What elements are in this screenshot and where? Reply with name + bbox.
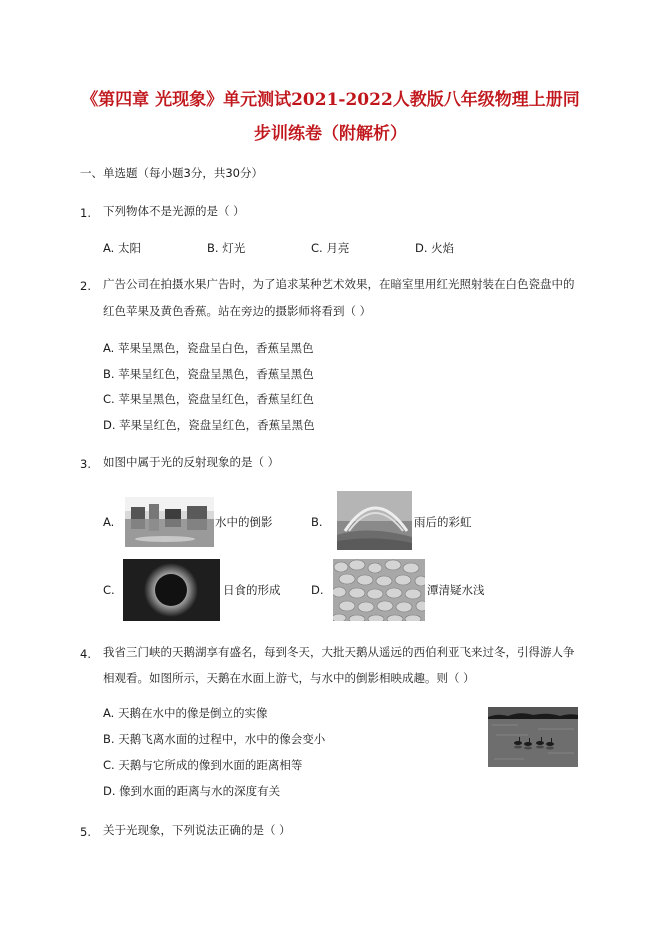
- question-1-option-c: C. 月亮: [311, 241, 350, 255]
- question-3-stem: 如图中属于光的反射现象的是（ ）: [103, 455, 280, 469]
- question-5-stem: 关于光现象，下列说法正确的是（ ）: [103, 823, 291, 837]
- eclipse-photo: [123, 559, 220, 621]
- question-4-option-b: B. 天鹅飞离水面的过程中，水中的像会变小: [103, 732, 326, 746]
- question-3-number: 3.: [80, 457, 91, 471]
- question-2-stem-line1: 广告公司在拍摄水果广告时，为了追求某种艺术效果，在暗室里用红光照射装在白色瓷盘中的: [103, 277, 575, 291]
- question-3-option-d-letter: D.: [311, 583, 324, 597]
- question-1-option-a: A. 太阳: [103, 241, 141, 255]
- question-1-option-d: D. 火焰: [415, 241, 455, 255]
- reflection-photo: [125, 497, 214, 547]
- question-4-stem-line1: 我省三门峡的天鹅湖享有盛名，每到冬天，大批天鹅从遥远的西伯利亚飞来过冬，引得游人争: [103, 645, 575, 659]
- question-4-stem-line2: 相观看。如图所示，天鹅在水面上游弋，与水中的倒影相映成趣。则（ ）: [103, 671, 475, 685]
- rainbow-photo: [337, 491, 412, 550]
- document-title-line1: 《第四章 光现象》单元测试2021-2022人教版八年级物理上册同: [81, 90, 580, 110]
- question-2-stem-line2: 红色苹果及黄色香蕉。站在旁边的摄影师将看到（ ）: [103, 304, 372, 318]
- question-1-number: 1.: [80, 206, 91, 220]
- document-title-line2: 步训练卷（附解析）: [254, 124, 407, 144]
- question-3-option-a-caption: 水中的倒影: [215, 515, 273, 529]
- question-4-option-a: A. 天鹅在水中的像是倒立的实像: [103, 706, 268, 720]
- clear-water-photo: [333, 559, 425, 621]
- question-4-option-c: C. 天鹅与它所成的像到水面的距离相等: [103, 758, 303, 772]
- question-2-option-a: A. 苹果呈黑色，瓷盘呈白色，香蕉呈黑色: [103, 341, 314, 355]
- question-1-option-b: B. 灯光: [207, 241, 246, 255]
- section-heading: 一、单选题（每小题3分，共30分）: [80, 166, 263, 180]
- question-3-option-c-letter: C.: [103, 583, 115, 597]
- swan-lake-photo: [488, 707, 578, 767]
- question-3-option-d-caption: 潭清疑水浅: [427, 583, 485, 597]
- question-4-number: 4.: [80, 647, 91, 661]
- question-2-number: 2.: [80, 279, 91, 293]
- question-3-option-b-caption: 雨后的彩虹: [414, 515, 472, 529]
- question-2-option-b: B. 苹果呈红色，瓷盘呈黑色，香蕉呈黑色: [103, 367, 314, 381]
- question-2-option-c: C. 苹果呈黑色，瓷盘呈红色，香蕉呈红色: [103, 392, 314, 406]
- question-2-option-d: D. 苹果呈红色，瓷盘呈红色，香蕉呈黑色: [103, 418, 315, 432]
- question-3-option-a-letter: A.: [103, 515, 115, 529]
- question-5-number: 5.: [80, 825, 91, 839]
- question-3-option-c-caption: 日食的形成: [223, 583, 281, 597]
- question-4-option-d: D. 像到水面的距离与水的深度有关: [103, 784, 281, 798]
- question-3-option-b-letter: B.: [311, 515, 323, 529]
- question-1-stem: 下列物体不是光源的是（ ）: [103, 204, 245, 218]
